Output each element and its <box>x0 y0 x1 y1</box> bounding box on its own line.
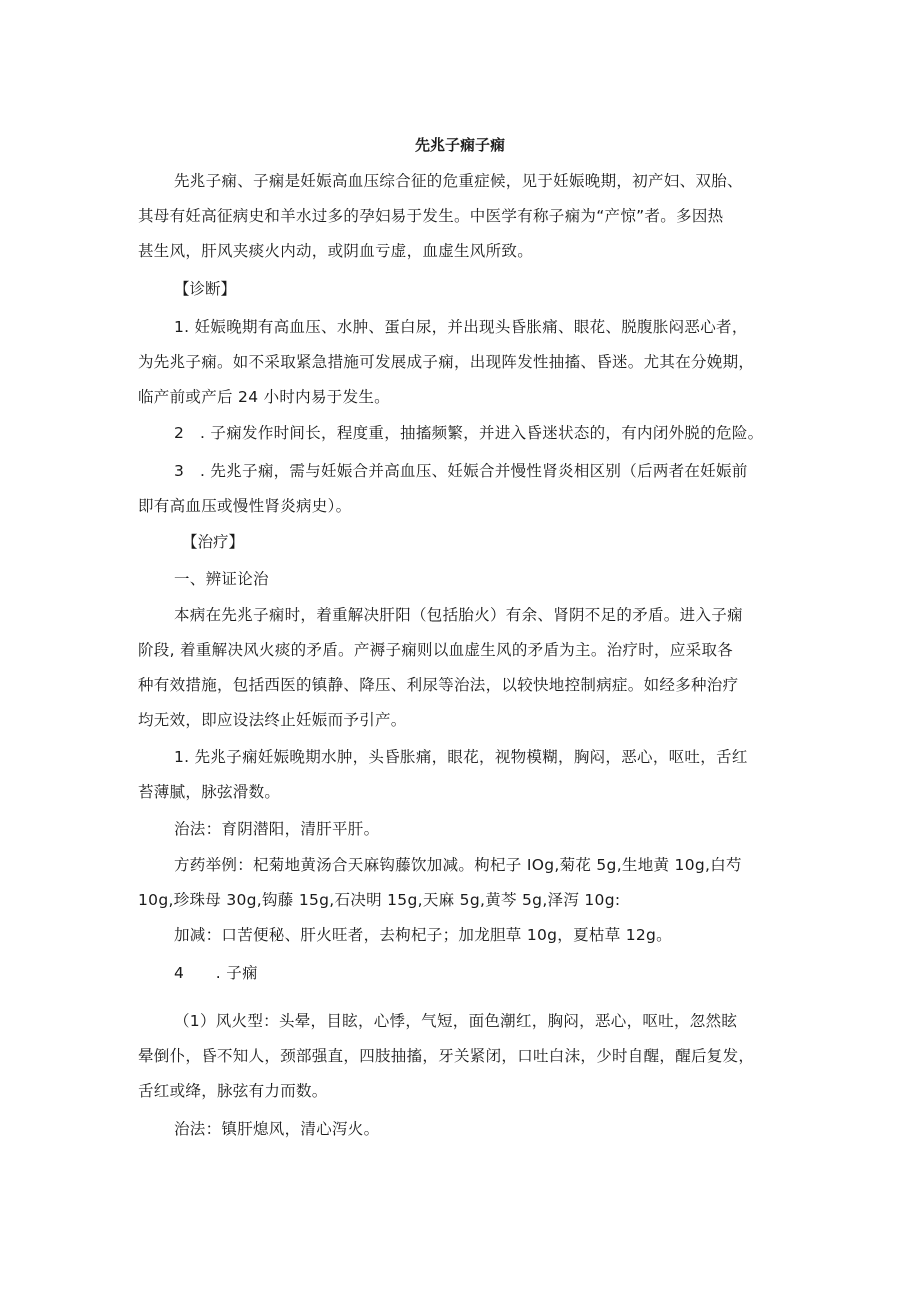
treatment-heading: 【治疗】 <box>182 533 245 551</box>
subitem-line: 晕倒仆，昏不知人，颈部强直，四肢抽搐，牙关紧闭，口吐白沫，少时自醒，醒后复发， <box>138 1047 755 1065</box>
treatment-formula-1 <box>138 848 788 918</box>
method-line: 治法：育阴潜阳，清肝平肝。 <box>174 820 380 838</box>
diagnosis-line: 1. 妊娠晚期有高血压、水肿、蛋白尿，并出现头昏胀痛、眼花、脱腹胀闷恶心者， <box>174 318 748 336</box>
subitem-line: 舌红或绛，脉弦有力而数。 <box>138 1082 328 1100</box>
page-title: 先兆子痫子痫 <box>414 136 505 154</box>
diagnosis-item-1 <box>138 310 788 415</box>
treatment-item-4 <box>138 956 788 991</box>
diagnosis-line: 临产前或产后 24 小时内易于发生。 <box>138 388 390 406</box>
diagnosis-item-3 <box>138 454 788 524</box>
treatment-item-1 <box>138 740 788 810</box>
subitem-line: （1）风火型：头晕，目眩，心悸，气短，面色潮红，胸闷，恶心，呕吐，忽然眩 <box>174 1012 738 1030</box>
subheading-line: 一、辨证论治 <box>174 570 269 588</box>
diagnosis-heading: 【诊断】 <box>174 280 237 298</box>
intro-line: 甚生风，肝风夹痰火内动，或阴血亏虚，血虚生风所致。 <box>138 242 534 260</box>
treatment-subheading <box>138 562 788 597</box>
intro-line: 其母有妊高征病史和羊水过多的孕妇易于发生。中医学有称子痫为“产惊”者。多因热 <box>138 207 724 225</box>
treatment-line: 均无效，即应设法终止妊娠而予引产。 <box>138 711 407 729</box>
treatment-subitem-4-1 <box>138 1004 788 1109</box>
modification-line: 加减：口苦便秘、肝火旺者，去枸杞子；加龙胆草 10g，夏枯草 12g。 <box>174 926 672 944</box>
item-line: 4 . 子痫 <box>174 964 258 982</box>
diagnosis-item-2 <box>138 416 788 451</box>
treatment-line: 苔薄腻，脉弦滑数。 <box>138 783 281 801</box>
diagnosis-line: 即有高血压或慢性肾炎病史）。 <box>138 497 352 515</box>
diagnosis-line: 3 . 先兆子痫，需与妊娠合并高血压、妊娠合并慢性肾炎相区别（后两者在妊娠前 <box>174 462 748 480</box>
diagnosis-line: 为先兆子痫。如不采取紧急措施可发展成子痫，出现阵发性抽搐、昏迷。尤其在分娩期， <box>138 353 755 371</box>
treatment-line: 1. 先兆子痫妊娠晚期水肿，头昏胀痛，眼花，视物模糊，胸闷，恶心，呕吐，舌红 <box>174 748 748 766</box>
treatment-line: 种有效措施，包括西医的镇静、降压、利尿等治法，以较快地控制病症。如经多种治疗 <box>138 676 739 694</box>
treatment-line: 阶段, 着重解决风火痰的矛盾。产褥子痫则以血虚生风的矛盾为主。治疗时，应采取各 <box>138 641 734 659</box>
method-line: 治法：镇肝熄风，清心泻火。 <box>174 1120 380 1138</box>
treatment-line: 本病在先兆子痫时，着重解决肝阳（包括胎火）有余、肾阴不足的矛盾。进入子痫 <box>174 606 743 624</box>
formula-line: 方药举例：杞菊地黄汤合天麻钩藤饮加减。枸杞子 IOg,菊花 5g,生地黄 10g,白芍 <box>174 856 742 874</box>
treatment-method-4 <box>138 1112 788 1147</box>
intro-paragraph <box>138 164 788 269</box>
treatment-method-1 <box>138 812 788 847</box>
treatment-modification-1 <box>138 918 788 953</box>
diagnosis-line: 2 . 子痫发作时间长，程度重，抽搐频繁，并进入昏迷状态的，有内闭外脱的危险。 <box>174 424 764 442</box>
formula-line: 10g,珍珠母 30g,钩藤 15g,石决明 15g,天麻 5g,黄芩 5g,泽泻 10g: <box>138 891 621 909</box>
intro-line: 先兆子痫、子痫是妊娠高血压综合征的危重症候，见于妊娠晚期，初产妇、双胎、 <box>174 172 743 190</box>
treatment-paragraph <box>138 598 788 738</box>
